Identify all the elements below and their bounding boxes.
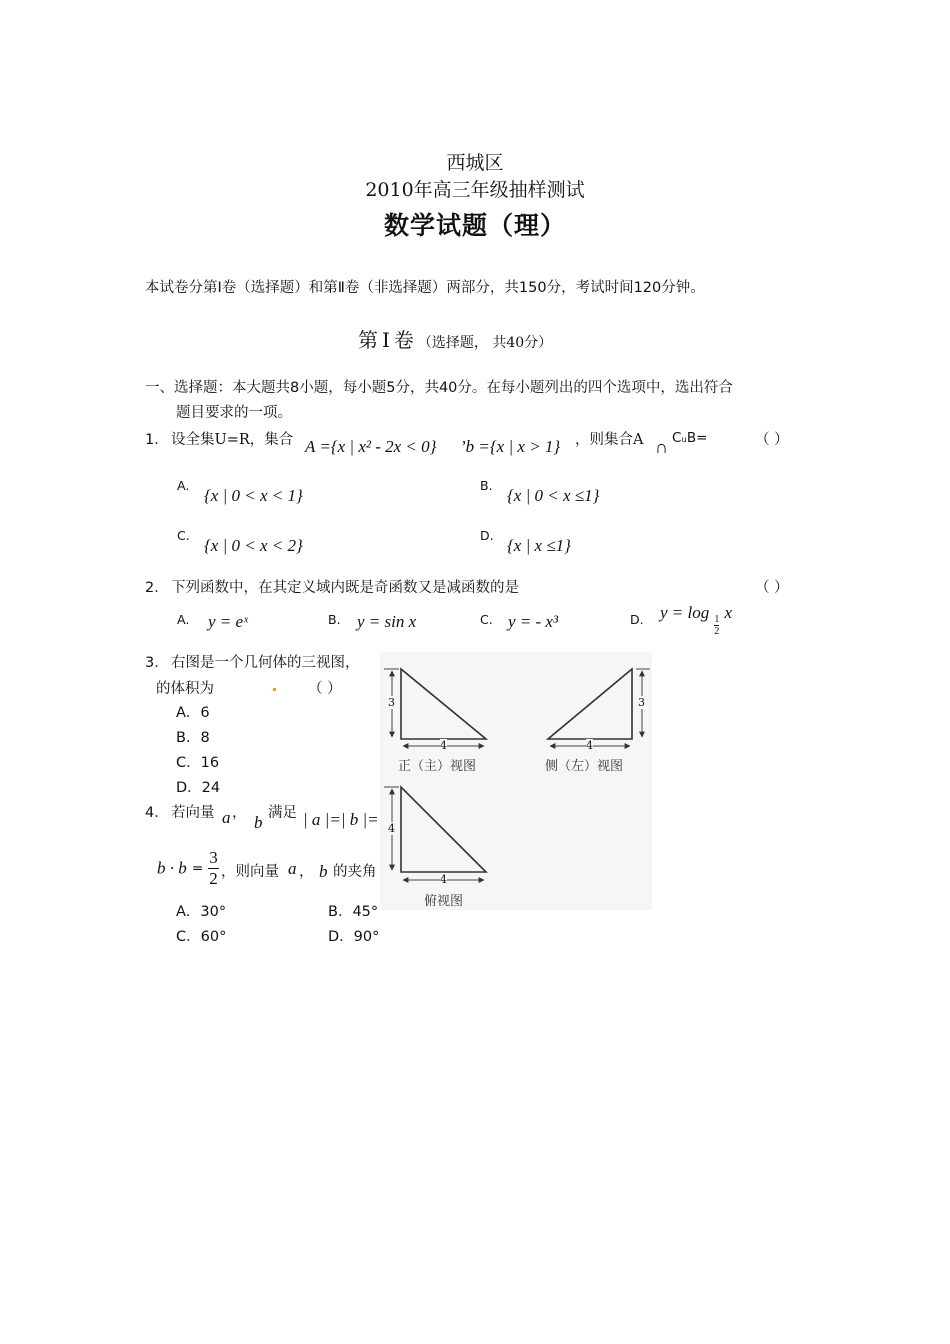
- top-view-caption: 俯视图: [424, 894, 464, 909]
- q2-option-d-log: y = log: [660, 603, 710, 622]
- district-title: 西城区: [446, 152, 504, 174]
- q4-stem: 若向量: [171, 805, 215, 821]
- front-height-label: 3: [388, 696, 395, 709]
- q1-option-d-label: D.: [480, 528, 494, 543]
- front-view-triangle: [401, 669, 486, 739]
- q4-comma-2: ，: [299, 864, 314, 880]
- front-width-label: 4: [440, 739, 447, 752]
- front-view-caption: 正（主）视图: [398, 759, 477, 774]
- part1-note: （选择题， 共40分）: [417, 335, 553, 351]
- q4-option-a: A．30°: [176, 904, 227, 920]
- top-height-label: 4: [388, 822, 395, 835]
- q4-stem-line2: ，则向量: [221, 864, 279, 880]
- q3-stem: 右图是一个几何体的三视图，: [171, 655, 360, 671]
- q3-option-d: D．24: [176, 780, 221, 796]
- q1-option-b: {x | 0 < x ≤1}: [507, 486, 600, 505]
- q4-dot-product-line: [157, 848, 219, 889]
- q1-option-a-label: A.: [177, 478, 190, 493]
- q4-vector-b-2: b: [319, 862, 328, 881]
- side-width-label: 4: [586, 739, 593, 752]
- q2-option-a: y = eˣ: [208, 612, 248, 631]
- intersection-symbol: ∩: [655, 437, 668, 457]
- q2-number: 2．: [145, 580, 169, 596]
- exam-name: 2010年高三年级抽样测试: [365, 179, 585, 201]
- q4-stem-line2-tail: 的夹角: [333, 864, 377, 880]
- q1-option-d: {x | x ≤1}: [507, 536, 571, 555]
- q4-fraction-denominator: 2: [209, 869, 218, 888]
- q2-stem: 下列函数中，在其定义域内既是奇函数又是减函数的是: [171, 580, 519, 596]
- q2-option-c-label: C.: [480, 612, 493, 627]
- q4-option-c: C．60°: [176, 929, 227, 945]
- side-height-label: 3: [638, 696, 645, 709]
- q4-vector-a: a: [222, 808, 231, 827]
- q2-option-a-label: A.: [177, 612, 190, 627]
- q2-option-d-label: D.: [630, 612, 644, 627]
- q1-set-a: A ={x | x² - 2x < 0}: [305, 437, 437, 456]
- log-base-numerator: 1: [714, 614, 720, 625]
- q4-vector-a-2: a: [288, 859, 297, 878]
- three-view-figure: [380, 652, 652, 910]
- q1-option-a: {x | 0 < x < 1}: [204, 486, 303, 505]
- q4-number: 4．: [145, 805, 169, 821]
- q1-complement: CᵤB=: [672, 430, 708, 446]
- q1-option-c-label: C.: [177, 528, 190, 543]
- exam-intro: 本试卷分第Ⅰ卷（选择题）和第Ⅱ卷（非选择题）两部分，共150分，考试时间120分钟。: [145, 280, 705, 296]
- q1-option-b-label: B.: [480, 478, 493, 493]
- q1-stem: 设全集U=R，集合: [171, 432, 294, 448]
- section1-instructions-line2: 题目要求的一项。: [176, 405, 292, 421]
- side-view-caption: 侧（左）视图: [545, 759, 624, 774]
- q4-option-d: D．90°: [328, 929, 380, 945]
- side-view-triangle: [548, 669, 632, 739]
- section1-instructions-line1: 一、选择题：本大题共8小题，每小题5分，共40分。在每小题列出的四个选项中，选出符合: [145, 380, 733, 396]
- part1-title: 第Ⅰ卷: [358, 328, 418, 352]
- q2-option-b: y = sin x: [357, 612, 417, 631]
- three-view-drawing: [380, 652, 652, 910]
- top-view-triangle: [401, 787, 486, 872]
- q4-fraction-numerator: 3: [209, 848, 218, 867]
- q1-number: 1．: [145, 432, 169, 448]
- q4-equals: =: [191, 860, 204, 877]
- q2-option-d-arg: x: [724, 603, 732, 622]
- q3-option-c: C．16: [176, 755, 220, 771]
- q4-magnitude-condition: | a |=| b |=: [303, 810, 379, 829]
- q4-stem-cont: 满足: [268, 805, 297, 821]
- q3-answer-paren: （ ）: [308, 681, 342, 697]
- q1-stem-tail: ，则集合A: [575, 432, 644, 448]
- subject-title: 数学试题（理）: [383, 211, 566, 240]
- q3-number: 3．: [145, 655, 169, 671]
- q2-option-d: [660, 603, 732, 637]
- q3-option-b: B．8: [176, 730, 210, 746]
- log-base-denominator: 2: [714, 626, 720, 637]
- q3-stem-line2: 的体积为: [156, 681, 214, 697]
- q4-comma: ，: [232, 805, 247, 821]
- q1-set-b: ’b ={x | x > 1}: [460, 437, 561, 456]
- q2-option-d-base: [714, 614, 719, 637]
- q4-dot-product: b · b: [157, 858, 187, 878]
- orange-dot-mark: [273, 688, 276, 691]
- q1-answer-paren: （ ）: [755, 432, 789, 448]
- q4-vector-b: b: [254, 813, 263, 832]
- q1-option-c: {x | 0 < x < 2}: [204, 536, 303, 555]
- part1-heading: [358, 324, 552, 353]
- q2-option-b-label: B.: [328, 612, 341, 627]
- top-width-label: 4: [440, 873, 447, 886]
- q2-answer-paren: （ ）: [755, 580, 789, 596]
- q2-option-c: y = - x³: [508, 612, 559, 631]
- q4-option-b: B．45°: [328, 904, 379, 920]
- q3-option-a: A．6: [176, 705, 210, 721]
- q4-fraction: [208, 848, 219, 889]
